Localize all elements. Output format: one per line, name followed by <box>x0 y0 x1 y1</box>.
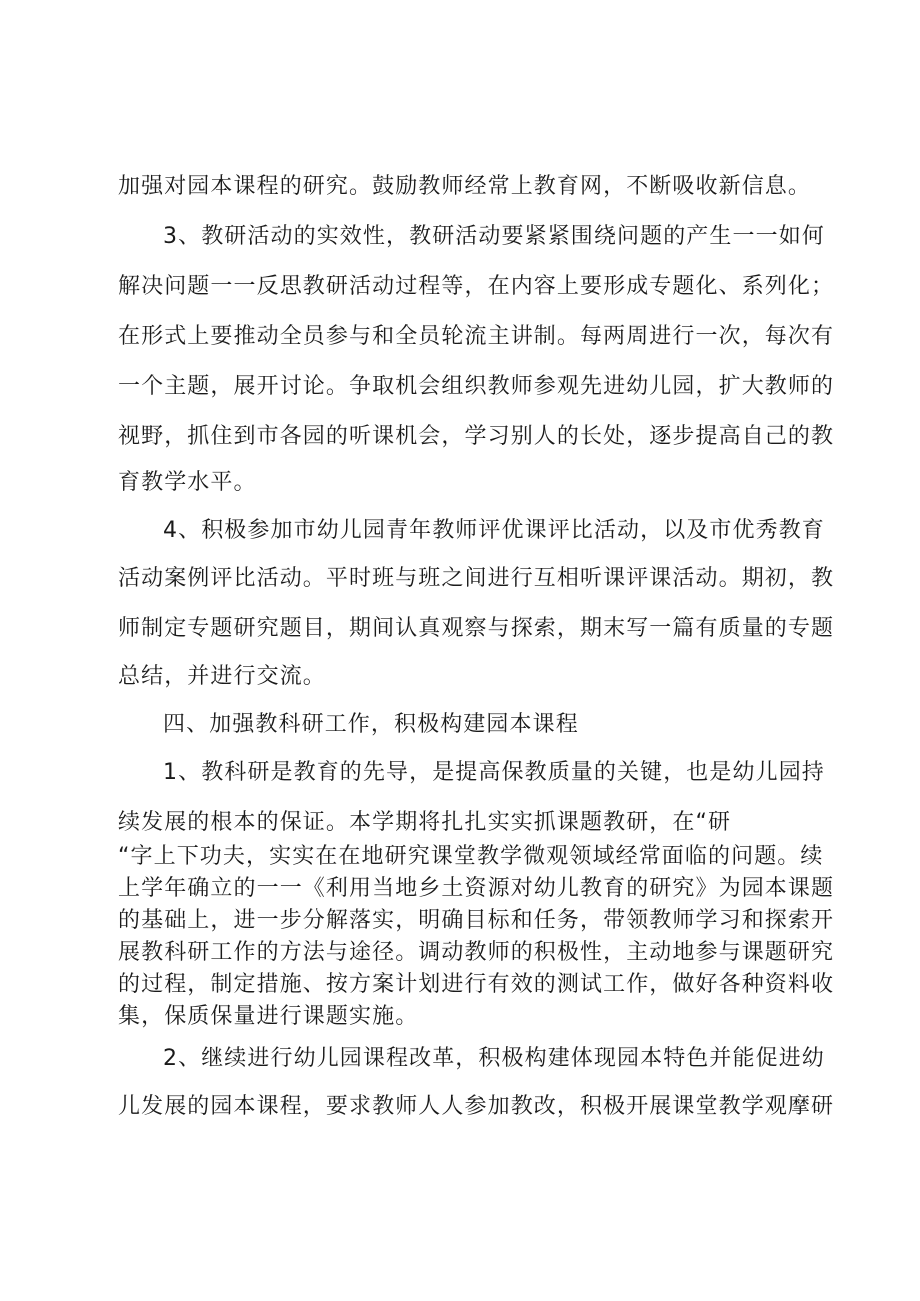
text-line: 展教科研工作的方法与途径。调动教师的积极性，主动地参与课题研究 <box>118 940 835 965</box>
text-line: 活动案例评比活动。平时班与班之间进行互相听课评课活动。期初，教 <box>118 566 835 591</box>
text-line: 解决问题一一反思教研活动过程等，在内容上要形成专题化、系列化； <box>118 274 835 299</box>
text-line: 总结，并进行交流。 <box>118 664 326 689</box>
text-line: 视野，抓住到市各园的听课机会，学习别人的长处，逐步提高自己的教 <box>118 424 835 449</box>
section-heading: 四、加强教科研工作，积极构建园本课程 <box>163 712 579 737</box>
text-line: 的过程，制定措施、按方案计划进行有效的测试工作，做好各种资料收 <box>118 972 835 997</box>
text-line: 在形式上要推动全员参与和全员轮流主讲制。每两周进行一次，每次有 <box>118 324 835 349</box>
text-line: 儿发展的园本课程，要求教师人人参加教改，积极开展课堂教学观摩研 <box>118 1094 835 1119</box>
text-line: 集，保质保量进行课题实施。 <box>118 1004 419 1029</box>
text-line: 师制定专题研究题目，期间认真观察与探索，期末写一篇有质量的专题 <box>118 616 835 641</box>
text-line: 续发展的根本的保证。本学期将扎扎实实抓课题教研，在“研 <box>118 810 732 835</box>
text-line: 上学年确立的一一《利用当地乡土资源对幼儿教育的研究》为园本课题 <box>118 876 835 901</box>
text-line: 4、积极参加市幼儿园青年教师评优课评比活动，以及市优秀教育 <box>163 518 825 543</box>
text-line: “字上下功夫，实实在在地研究课堂教学微观领域经常面临的问题。续 <box>118 844 824 869</box>
text-line: 一个主题，展开讨论。争取机会组织教师参观先进幼儿园，扩大教师的 <box>118 374 835 399</box>
text-line: 育教学水平。 <box>118 470 257 495</box>
text-line: 1、教科研是教育的先导，是提高保教质量的关键，也是幼儿园持 <box>163 760 825 785</box>
text-line: 3、教研活动的实效性，教研活动要紧紧围绕问题的产生一一如何 <box>163 224 825 249</box>
text-line: 2、继续进行幼儿园课程改革，积极构建体现园本特色并能促进幼 <box>163 1046 825 1071</box>
text-line: 加强对园本课程的研究。鼓励教师经常上教育网，不断吸收新信息。 <box>118 174 812 199</box>
text-line: 的基础上，进一步分解落实，明确目标和任务，带领教师学习和探索开 <box>118 908 835 933</box>
